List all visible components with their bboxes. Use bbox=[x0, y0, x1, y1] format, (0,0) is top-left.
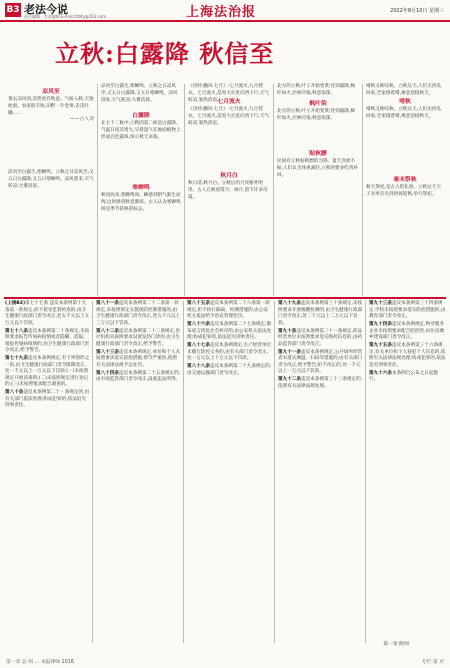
clause-heading: 第九十三条 bbox=[369, 301, 392, 306]
clause-heading: 第八十条 bbox=[5, 390, 24, 395]
article-bridge bbox=[188, 84, 270, 103]
article-9 bbox=[366, 98, 444, 174]
body-column-3 bbox=[187, 301, 272, 643]
article-body: 民间有立秋贴秋膘的习俗。夏天食欲不振,人们认为体重减轻,立秋时要多吃肉补回。 bbox=[277, 159, 359, 178]
clause-heading: 第八十九条 bbox=[278, 301, 301, 306]
clause-heading: 第八十三条 bbox=[96, 349, 119, 355]
page-footer bbox=[0, 656, 450, 668]
article-author: ——古人诗 bbox=[70, 117, 94, 123]
column-rule bbox=[184, 84, 185, 296]
column-rule bbox=[97, 84, 98, 296]
clause-text: 违反本条例规定,有下列情形之一的,由卫生健康行政部门责令限期改正,处一千元以上一万元以下罚款:(一)未按照规定开展消毒的;(二)未按照规定进行登记的;(三)未按照要求配合调查的。 bbox=[5, 356, 90, 387]
column-end-label: 第一章 附则 bbox=[383, 642, 409, 647]
body-column-4 bbox=[278, 301, 363, 643]
section-sub: 责任编辑 · 美术编辑 E-mail:fzbfy@163.com bbox=[24, 14, 107, 19]
clause-text: 违反本条例第三十三条规定的,依照有关法律法规处理。 bbox=[278, 377, 363, 389]
footer-left: 第一章 总 则 … 本报律师 2016 bbox=[6, 660, 74, 665]
clause-text: 第七十七条 违反本条例第十九条第一款规定,拒不接受监督检查的,由卫生健康行政部门责令改正,处五千元以上五万元以下罚款。 bbox=[5, 301, 90, 326]
clause-text: 违反本条例第三十一条规定,药品经营单位未按照要求登记购药信息的,由药品监管部门责令改正。 bbox=[278, 328, 363, 347]
article-8 bbox=[277, 150, 359, 294]
clause-text: 违反本条例第二十五条规定的,由市场监管部门责令改正,没收违法所得。 bbox=[96, 370, 181, 382]
section-badge: B3 bbox=[6, 5, 20, 15]
article-title: 秦末祭秋 bbox=[393, 177, 417, 183]
clause-text: 违反本条例规定,生产经营单位未履行防控义务的,由有关部门责令改正,处一万元以上十万元以下罚款。 bbox=[187, 343, 272, 361]
clause-heading: 第九十五条 bbox=[369, 343, 392, 348]
clause-text: 违反本条例第三十条规定,未按照要求开展核酸检测的,由卫生健康行政部门责令改正,处二千元以上二万元以下罚款。 bbox=[278, 301, 363, 326]
article-body: 北方的立秋,叶子开始变黄;待到霜降,枫叶如火,层林尽染,秋意浓郁。 bbox=[277, 109, 355, 121]
clause-text: 违反本条例第二十条规定,未按照要求报告传染病疫情或者隐瞒、谎报、缓报传染病疫情的,由卫生健康行政部门责令改正,给予警告。 bbox=[5, 328, 90, 353]
clause-heading: 第八十七条 bbox=[187, 343, 210, 348]
article-1 bbox=[8, 88, 94, 168]
clause-heading: 第八十四条 bbox=[96, 370, 119, 376]
clause-heading: 第八十二条 bbox=[96, 328, 119, 334]
article-title: 啃秋 bbox=[399, 99, 411, 105]
clause-heading: 第九十条 bbox=[278, 328, 297, 334]
article-body: 《诗经·豳风·七月》:七月流火,九月授衣。七月流火,是说大火星向西下行,天气转凉,暑热消退。 bbox=[188, 107, 270, 126]
clause-text: 违反本条例规定,物业服务企业未按照要求配合防控的,由住房城乡建设部门责令改正。 bbox=[369, 322, 444, 340]
article-body: 秋日清,秋月白。立秋后的月亮格外明净。古人在秋夜赏月、咏月,留下许多诗篇。 bbox=[188, 181, 268, 200]
article-body: 北方的立秋,叶子开始变黄;待到霜降,枫叶如火,层林尽染,秋意浓郁。 bbox=[277, 84, 355, 96]
article-5 bbox=[188, 98, 270, 170]
clause-heading: 第八十五条 bbox=[187, 301, 210, 306]
article-body: 秋风吹来,寒蝉鸣叫。蝉感到阴气渐生而鸣,这时感到秋意渐浓。古人认为寒蝉鸣叫是季节转换的标志。 bbox=[101, 193, 181, 212]
clause-heading: 第九十六条 bbox=[369, 370, 392, 376]
article-4 bbox=[101, 184, 181, 294]
article-title: 凉风至 bbox=[42, 89, 60, 95]
article-bridge-3 bbox=[366, 84, 444, 98]
footer-right: 专栏 第 页 bbox=[421, 660, 444, 665]
article-3 bbox=[101, 112, 181, 182]
clause-heading: 第七十八条 bbox=[5, 328, 28, 334]
newspaper-name: 上海法治报 bbox=[186, 5, 257, 20]
clause-text: 违反本条例第二十六条第一款规定,拒不执行隔离、检测措施的,由公安机关依法给予治安管理处罚。 bbox=[187, 301, 270, 319]
clause-text: 违反本条例规定,公共场所经营者未落实测温、扫码等措施的,由有关部门责令改正,给予警告;拒不改正的,处一千元以上一万元以下罚款。 bbox=[278, 349, 363, 374]
article-bridge-2 bbox=[277, 84, 359, 100]
section-name: 老法今说 bbox=[24, 3, 68, 16]
clause-heading: 第八十八条 bbox=[187, 364, 210, 369]
column-rule bbox=[273, 84, 274, 296]
column-rule bbox=[362, 84, 363, 296]
section-divider bbox=[4, 297, 446, 299]
article-body: 啃秋又称咬秋。立秋这天,人们买西瓜回家,全家围着啃,寓意迎接秋天。 bbox=[366, 107, 441, 119]
body-column-1 bbox=[5, 301, 90, 643]
article-body: 《诗经·豳风·七月》:七月流火,九月授衣。七月流火,是说大火星向西下行,天气转凉,暑热消退。 bbox=[188, 84, 270, 103]
clause-text: 违反本条例第二十三条规定,医疗机构未按照要求设置发热门诊的,由卫生健康行政部门责令改正,给予警告。 bbox=[96, 328, 181, 347]
article-intro bbox=[101, 84, 181, 112]
issue-date: 2022年8月10日 星期三 bbox=[390, 8, 444, 14]
article-body: 啃秋又称咬秋。立秋这天,人们买西瓜回家,全家围着啃,寓意迎接秋天。 bbox=[366, 84, 441, 96]
clause-text: 违反本条例第二十二条第一款规定,未按照规定实施预防控制措施的,由卫生健康行政部门责令改正,处五千元以上三万元以下罚款。 bbox=[96, 301, 181, 326]
column-rule bbox=[274, 301, 275, 643]
clause-text: 违反本条例第二十七条规定,散布谣言扰乱社会秩序的,由公安机关依法处理;构成犯罪的,依法追究刑事责任。 bbox=[187, 322, 272, 340]
clause-heading: 第九十四条 bbox=[369, 322, 392, 327]
article-title: 白露降 bbox=[132, 113, 150, 119]
article-body: 秋天祭祀,是古人的礼俗。立秋这天天子亲率官员到西郊迎秋,举行祭祀。 bbox=[366, 185, 441, 197]
article-title: 七月流火 bbox=[217, 99, 241, 105]
clause-text: 违反本条例第三十六条规定,有关单位和个人侵犯个人信息的,依照有关法律法规处理;构成犯罪的,依法追究刑事责任。 bbox=[369, 343, 446, 368]
article-2 bbox=[8, 170, 94, 295]
body-column-2 bbox=[96, 301, 181, 643]
article-body: 凉风至白露生,寒蝉鸣。立秋之日凉风至,又五日白露降,又五日寒蝉鸣。凉风刮来,天气转凉;大雾清晨。 bbox=[101, 84, 178, 103]
clause-text: 违反本条例第二十一条规定的,由有关部门依法处理;构成犯罪的,依法追究刑事责任。 bbox=[5, 390, 90, 408]
body-column-5 bbox=[369, 301, 446, 637]
article-6 bbox=[188, 172, 270, 294]
article-10 bbox=[366, 176, 444, 294]
column-rule bbox=[92, 301, 93, 643]
article-title: 贴秋膘 bbox=[309, 151, 327, 157]
page-headline: 立秋:白露降 秋信至 bbox=[55, 39, 275, 68]
clause-heading: (上接B2) bbox=[5, 301, 26, 306]
article-body: 凉风至白露生,寒蝉鸣。立秋之日凉风至,又五日白露降,又五日寒蝉鸣。凉风刮来,天气转凉;大雾清晨。 bbox=[8, 170, 94, 189]
article-title: 枫叶染 bbox=[309, 101, 327, 107]
clause-heading: 第九十一条 bbox=[278, 349, 301, 355]
clause-heading: 第七十九条 bbox=[5, 356, 28, 361]
clause-text: 违反本条例规定,单位和个人未按照要求落实防控措施,情节严重的,依照有关法律法规予以处罚。 bbox=[96, 349, 181, 368]
clause-heading: 第九十二条 bbox=[278, 377, 301, 382]
column-rule bbox=[365, 301, 366, 643]
article-body: 暑去凉风到,忽然更有秋意。气候入秋,天地始肃。农家盼丰收,田野一片金黄,禾苗吐穗…… bbox=[8, 97, 94, 116]
clause-text: 违反本条例第三十四条规定,学校未按照要求落实防控措施的,由教育部门责令改正。 bbox=[369, 301, 446, 319]
clause-heading: 第八十一条 bbox=[96, 301, 119, 306]
clause-heading: 第八十六条 bbox=[187, 322, 210, 327]
clause-text: 违反本条例第二十九条规定的,由交通运输部门责令改正。 bbox=[187, 364, 272, 376]
column-rule bbox=[183, 301, 184, 643]
clause-text: 本条例自公布之日起施行。 bbox=[369, 370, 438, 382]
article-title: 秋月白 bbox=[220, 173, 238, 179]
article-body: 在七十二候中,立秋的第二候是白露降。气温日夜差增大,早晨湿气在地面植物上形成白色露珠,预示秋天来临。 bbox=[101, 121, 181, 140]
article-7 bbox=[277, 100, 359, 148]
article-title: 寒蝉鸣 bbox=[132, 185, 150, 191]
masthead bbox=[0, 0, 450, 22]
